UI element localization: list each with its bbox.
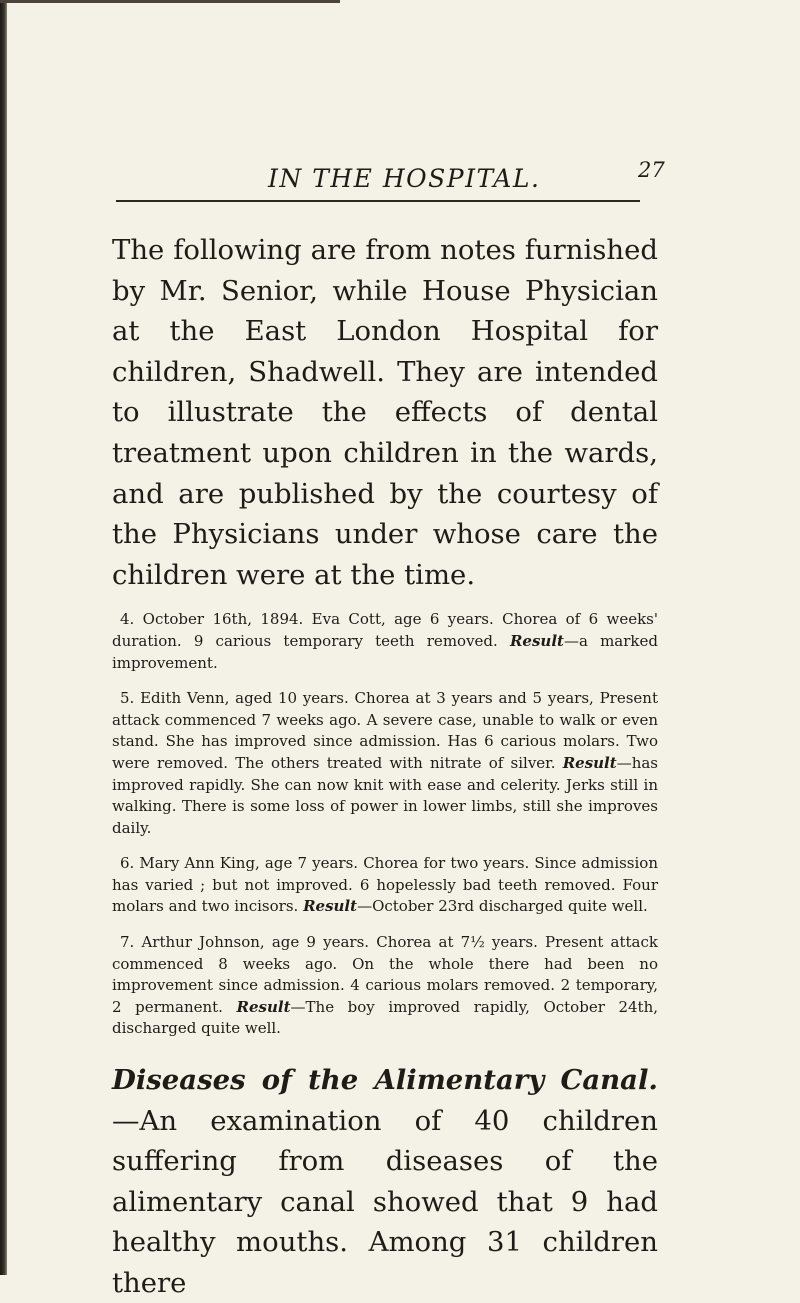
case-note-4 bbox=[112, 609, 658, 674]
case-note-5 bbox=[112, 688, 658, 839]
result-text: —has improved rapidly. She can now knit with ease and celerity. Jerks still in walking. There is some loss of power in lower limbs, still she improves daily. bbox=[112, 753, 658, 837]
header-rule bbox=[116, 200, 640, 202]
result-text: —The boy improved rapidly, October 24th, discharged quite well. bbox=[112, 997, 658, 1038]
case-text: 6. Mary Ann King, age 7 years. Chorea for two years. Since admission has varied ; but not improved. 6 hopelessly bad teeth removed. Four molars and two incisors. bbox=[112, 854, 658, 916]
alimentary-canal-section bbox=[112, 1060, 658, 1303]
section-text: —An examination of 40 children suffering from diseases of the alimentary canal showed that 9 had healthy mouths. Among 31 children there bbox=[112, 1104, 658, 1299]
case-text: 4. October 16th, 1894. Eva Cott, age 6 years. Chorea of 6 weeks' duration. 9 carious temporary teeth removed. bbox=[112, 610, 658, 650]
result-label: Result bbox=[236, 997, 291, 1016]
page-number: 27 bbox=[638, 158, 665, 182]
case-note-6 bbox=[112, 853, 658, 918]
result-text: —October 23rd discharged quite well. bbox=[357, 897, 648, 916]
case-text: 7. Arthur Johnson, age 9 years. Chorea at 7½ years. Present attack commenced 8 weeks ago. On the whole there had been no improvement since admission. 4 carious molars removed. 2 temporary, 2 permanent. bbox=[112, 933, 658, 1016]
case-text: 5. Edith Venn, aged 10 years. Chorea at 3 years and 5 years, Present attack commenced 7 weeks ago. A severe case, unable to walk or even stand. She has improved since admission. Has 6 carious molars. Two were removed. The others treated with nitrate of silver. bbox=[112, 689, 658, 772]
result-label: Result bbox=[303, 897, 358, 916]
page-body bbox=[112, 230, 658, 1303]
section-heading: Diseases of the Alimentary Canal. bbox=[112, 1064, 658, 1097]
case-note-7 bbox=[112, 932, 658, 1040]
running-title: IN THE HOSPITAL. bbox=[268, 164, 541, 193]
intro-paragraph: The following are from notes furnished by Mr. Senior, while House Physician at the East London Hospital for children, Shadwell. They are intended to illustrate the effects of dental treatment upon children in the wards, and are published by the courtesy of the Physicians under whose care the children were at the time. bbox=[112, 234, 658, 591]
result-label: Result bbox=[562, 753, 617, 772]
result-text: —a marked improvement. bbox=[112, 631, 658, 672]
page-top-edge bbox=[0, 0, 340, 3]
page-header bbox=[0, 158, 800, 202]
result-label: Result bbox=[509, 631, 564, 650]
